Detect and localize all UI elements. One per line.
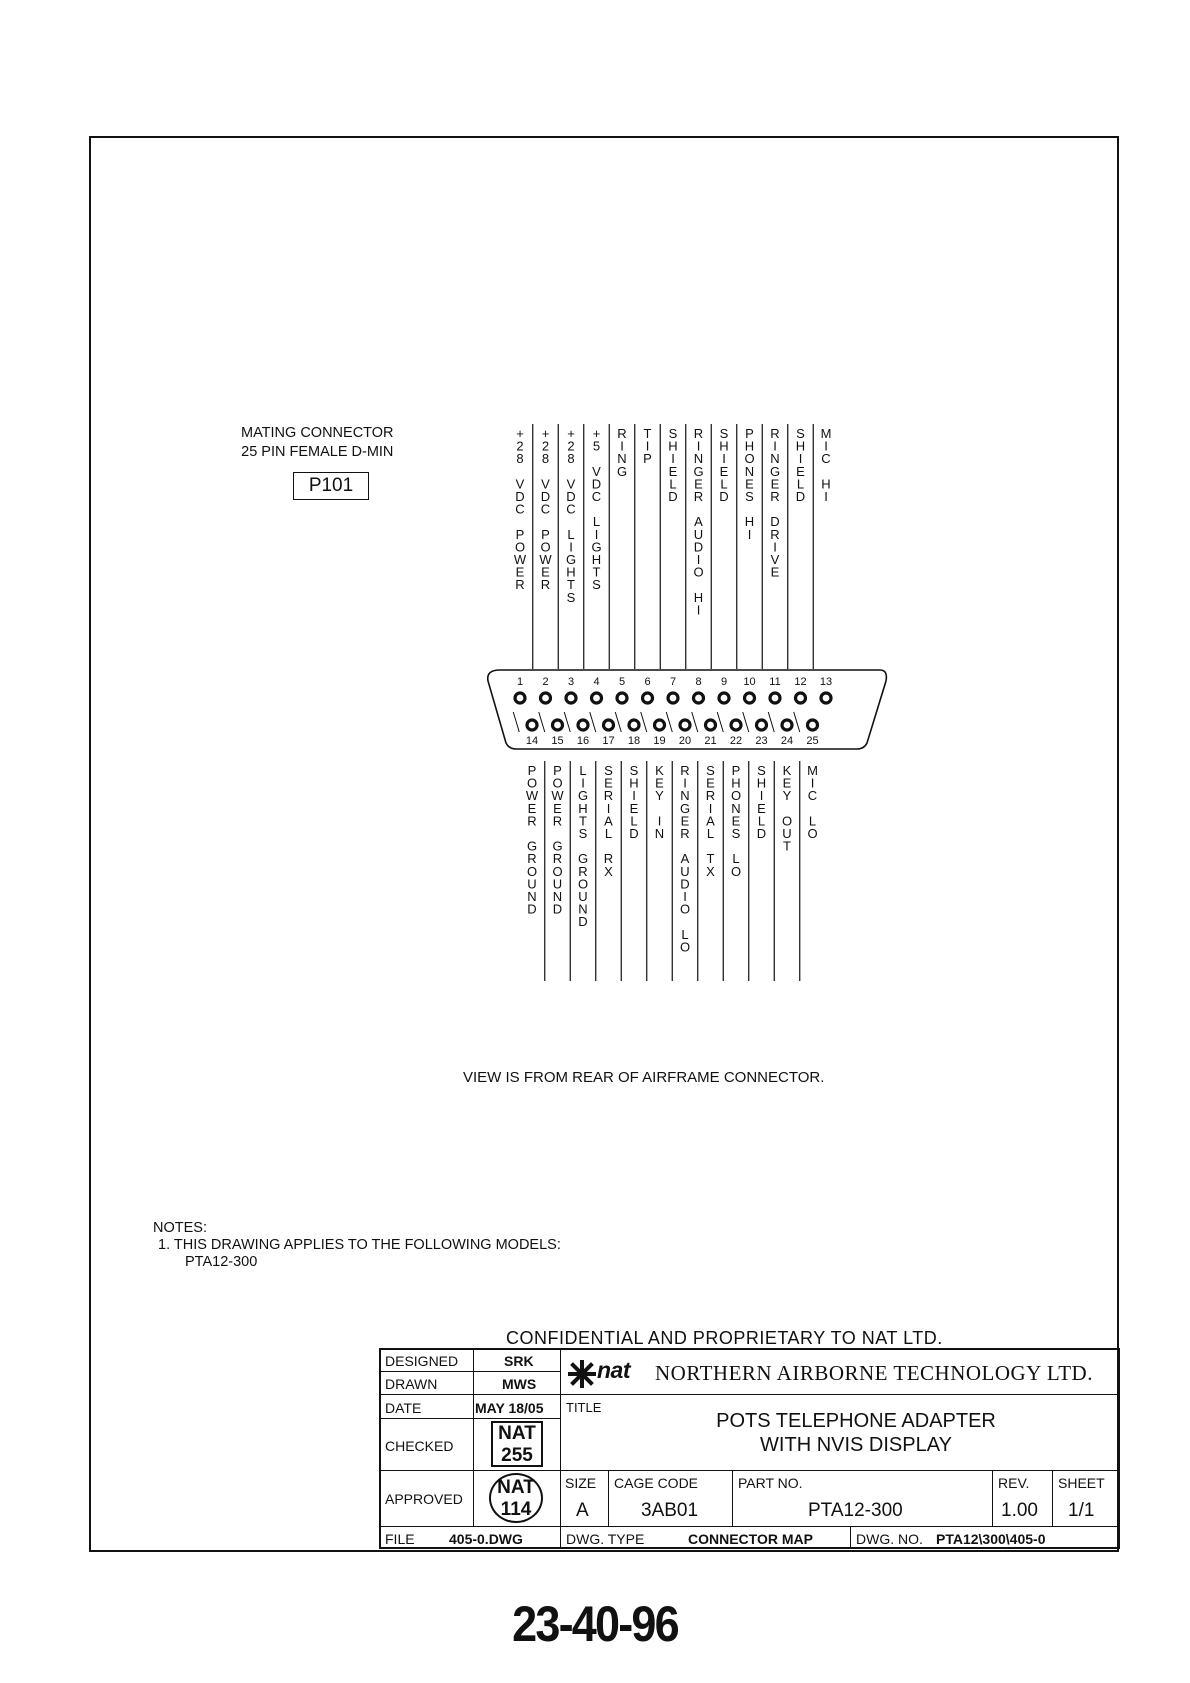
bottom-pin-label: P O W E R G R O U N D xyxy=(525,763,539,917)
bottom-pin-label: L I G H T S G R O U N D xyxy=(577,763,589,930)
drawing-title xyxy=(621,1409,1091,1457)
drawing-title-line2: WITH NVIS DISPLAY xyxy=(760,1434,952,1456)
checked-label-cell xyxy=(381,1419,474,1471)
view-note: VIEW IS FROM REAR OF AIRFRAME CONNECTOR. xyxy=(463,1069,825,1086)
top-pin-label: + 2 8 V D C P O W E R xyxy=(539,426,552,593)
bottom-pin-socket xyxy=(731,720,741,730)
nat-star-icon xyxy=(568,1360,596,1388)
top-pin-number: 2 xyxy=(542,676,549,688)
cage-label: CAGE CODE xyxy=(614,1475,699,1491)
bottom-pin-socket xyxy=(757,720,767,730)
file-cell xyxy=(381,1527,561,1549)
bottom-pin-number: 19 xyxy=(653,735,666,747)
designed-value: SRK xyxy=(504,1353,534,1369)
top-pin-socket xyxy=(515,693,525,703)
drawn-value: MWS xyxy=(502,1376,537,1392)
top-pin-label: + 2 8 V D C L I G H T S xyxy=(565,426,577,605)
size-label: SIZE xyxy=(565,1475,597,1491)
top-pin-socket xyxy=(566,693,576,703)
drawn-value-cell xyxy=(474,1372,561,1395)
company-name: NORTHERN AIRBORNE TECHNOLOGY LTD. xyxy=(655,1361,1093,1385)
top-pin-socket xyxy=(592,693,602,703)
bottom-pin-number: 23 xyxy=(755,735,768,747)
top-pin-label: S H I E L D xyxy=(719,426,729,504)
approved-label: APPROVED xyxy=(385,1491,463,1507)
top-pin-socket xyxy=(541,693,551,703)
drawn-label: DRAWN xyxy=(385,1376,438,1392)
dwg-no-value: PTA12\300\405-0 xyxy=(936,1531,1046,1547)
file-value: 405-0.DWG xyxy=(449,1531,523,1547)
bottom-pin-number: 22 xyxy=(729,735,743,747)
cage-value: 3AB01 xyxy=(641,1500,699,1521)
top-pin-number: 7 xyxy=(669,676,677,688)
top-pin-label: S H I E L D xyxy=(668,426,678,504)
top-pin-number: 9 xyxy=(720,676,728,688)
bottom-pin-number: 14 xyxy=(525,735,539,747)
top-pin-number: 8 xyxy=(695,676,702,688)
top-pin-socket xyxy=(643,693,653,703)
title-label: TITLE xyxy=(566,1400,602,1415)
size-value: A xyxy=(576,1500,589,1521)
sheet-cell xyxy=(1053,1471,1118,1527)
notes xyxy=(153,1220,561,1271)
bottom-pin-socket xyxy=(629,720,639,730)
bottom-pin-socket xyxy=(655,720,665,730)
top-row-separators xyxy=(533,690,839,704)
cage-cell xyxy=(609,1471,733,1527)
bottom-pin-number: 24 xyxy=(780,735,794,747)
checked-label: CHECKED xyxy=(385,1438,454,1454)
top-pin-number: 5 xyxy=(618,676,626,688)
bottom-pin-number: 16 xyxy=(576,735,590,747)
dwg-type-label: DWG. TYPE xyxy=(566,1531,645,1547)
connector-designator: P101 xyxy=(293,472,369,500)
top-pin-number: 13 xyxy=(819,676,833,688)
bottom-pin-number: 21 xyxy=(704,735,717,747)
top-pin-number: 10 xyxy=(743,676,756,688)
notes-heading: NOTES: xyxy=(153,1220,207,1236)
top-pin-socket xyxy=(617,693,627,703)
bottom-pin-socket xyxy=(680,720,690,730)
bottom-pin-label: S E R I A L T X xyxy=(705,763,716,879)
top-pin-socket xyxy=(745,693,755,703)
top-pin-label: T I P xyxy=(643,426,652,467)
top-pin-label: R I N G E R A U D I O H I xyxy=(693,426,704,618)
top-pin-number: 6 xyxy=(644,676,651,688)
approved-stamp: NAT 114 xyxy=(489,1473,543,1523)
bottom-pin-label: P O W E R G R O U N D xyxy=(551,763,564,917)
bottom-pin-label: S E R I A L R X xyxy=(603,763,614,879)
top-pin-label: R I N G xyxy=(616,426,628,479)
nat-logo: nat xyxy=(597,1357,630,1383)
confidential-notice: CONFIDENTIAL AND PROPRIETARY TO NAT LTD. xyxy=(506,1328,943,1348)
bottom-pin-label: R I N G E R A U D I O L O xyxy=(679,763,691,955)
top-pin-socket xyxy=(770,693,780,703)
bottom-pin-label: M I C L O xyxy=(807,763,818,841)
rev-label: REV. xyxy=(998,1475,1030,1491)
drawing-title-line1: POTS TELEPHONE ADAPTER xyxy=(716,1410,996,1432)
bottom-pin-label: S H I E L D xyxy=(756,763,767,841)
notes-line1: 1. THIS DRAWING APPLIES TO THE FOLLOWING MODELS: xyxy=(158,1237,561,1253)
notes-line2: PTA12-300 xyxy=(185,1254,258,1270)
top-pin-socket xyxy=(694,693,704,703)
top-pin-label: + 2 8 V D C P O W E R xyxy=(513,426,527,593)
title-block xyxy=(379,1348,1120,1549)
top-pin-number: 11 xyxy=(769,676,781,688)
bottom-pin-number: 17 xyxy=(602,735,615,747)
designed-label-cell xyxy=(381,1350,474,1372)
bottom-pin-socket xyxy=(706,720,716,730)
top-pin-number: 4 xyxy=(593,676,600,688)
company-cell xyxy=(561,1350,1118,1395)
approved-label-cell xyxy=(381,1471,474,1527)
bottom-pin-label: K E Y I N xyxy=(654,763,665,841)
top-pin-label: + 5 V D C L I G H T S xyxy=(591,426,602,593)
dwg-type-value: CONNECTOR MAP xyxy=(688,1531,813,1547)
designed-value-cell xyxy=(474,1350,561,1372)
date-label-cell xyxy=(381,1395,474,1419)
bottom-pin-label: S H I E L D xyxy=(629,763,639,841)
drawn-label-cell xyxy=(381,1372,474,1395)
designed-label: DESIGNED xyxy=(385,1353,459,1369)
sheet-value: 1/1 xyxy=(1068,1500,1095,1521)
rev-value: 1.00 xyxy=(1001,1500,1038,1521)
bottom-pin-label: K E Y O U T xyxy=(781,763,793,854)
rev-cell xyxy=(993,1471,1053,1527)
bottom-pin-socket xyxy=(782,720,792,730)
page-number: 23-40-96 xyxy=(512,1596,678,1652)
top-pin-socket xyxy=(719,693,729,703)
drawing-sheet xyxy=(89,136,1119,1552)
top-pin-number: 1 xyxy=(516,676,524,688)
sheet-label: SHEET xyxy=(1058,1475,1105,1491)
connector-title-line1: MATING CONNECTOR xyxy=(241,425,394,441)
bottom-pin-socket xyxy=(604,720,614,730)
part-label: PART NO. xyxy=(738,1475,803,1491)
date-value-cell xyxy=(474,1395,561,1419)
top-pin-label: R I N G E R D R I V E xyxy=(769,426,781,580)
bottom-pin-socket xyxy=(808,720,818,730)
top-pin-label: P H O N E S H I xyxy=(744,426,755,542)
date-label: DATE xyxy=(385,1400,422,1416)
bottom-pin-socket xyxy=(553,720,563,730)
dwg-no-label: DWG. NO. xyxy=(856,1531,923,1547)
size-cell xyxy=(561,1471,609,1527)
bottom-pin-socket xyxy=(527,720,537,730)
bottom-pin-label: P H O N E S L O xyxy=(730,763,742,879)
bottom-pin-number: 15 xyxy=(551,735,564,747)
top-pin-number: 3 xyxy=(567,676,575,688)
bottom-pin-number: 25 xyxy=(806,735,819,747)
top-pin-socket xyxy=(668,693,678,703)
top-pin-label: M I C H I xyxy=(820,426,832,504)
approved-value-cell xyxy=(474,1471,561,1527)
title-cell xyxy=(561,1395,1118,1471)
bottom-pin-number: 18 xyxy=(627,735,641,747)
file-label: FILE xyxy=(385,1531,415,1547)
top-pin-label: S H I E L D xyxy=(795,426,806,504)
bottom-pin-number: 20 xyxy=(678,735,692,747)
top-pin-socket xyxy=(796,693,806,703)
top-pin-number: 12 xyxy=(794,676,807,688)
top-pin-socket xyxy=(821,693,831,703)
checked-stamp: NAT 255 xyxy=(491,1421,543,1467)
bottom-pin-socket xyxy=(578,720,588,730)
dwg-type-cell xyxy=(561,1527,851,1549)
connector-title-line2: 25 PIN FEMALE D-MIN xyxy=(241,444,394,460)
dwg-no-cell xyxy=(851,1527,1118,1549)
checked-value-cell xyxy=(474,1419,561,1471)
part-cell xyxy=(733,1471,993,1527)
date-value: MAY 18/05 xyxy=(475,1400,544,1416)
part-value: PTA12-300 xyxy=(808,1500,903,1521)
